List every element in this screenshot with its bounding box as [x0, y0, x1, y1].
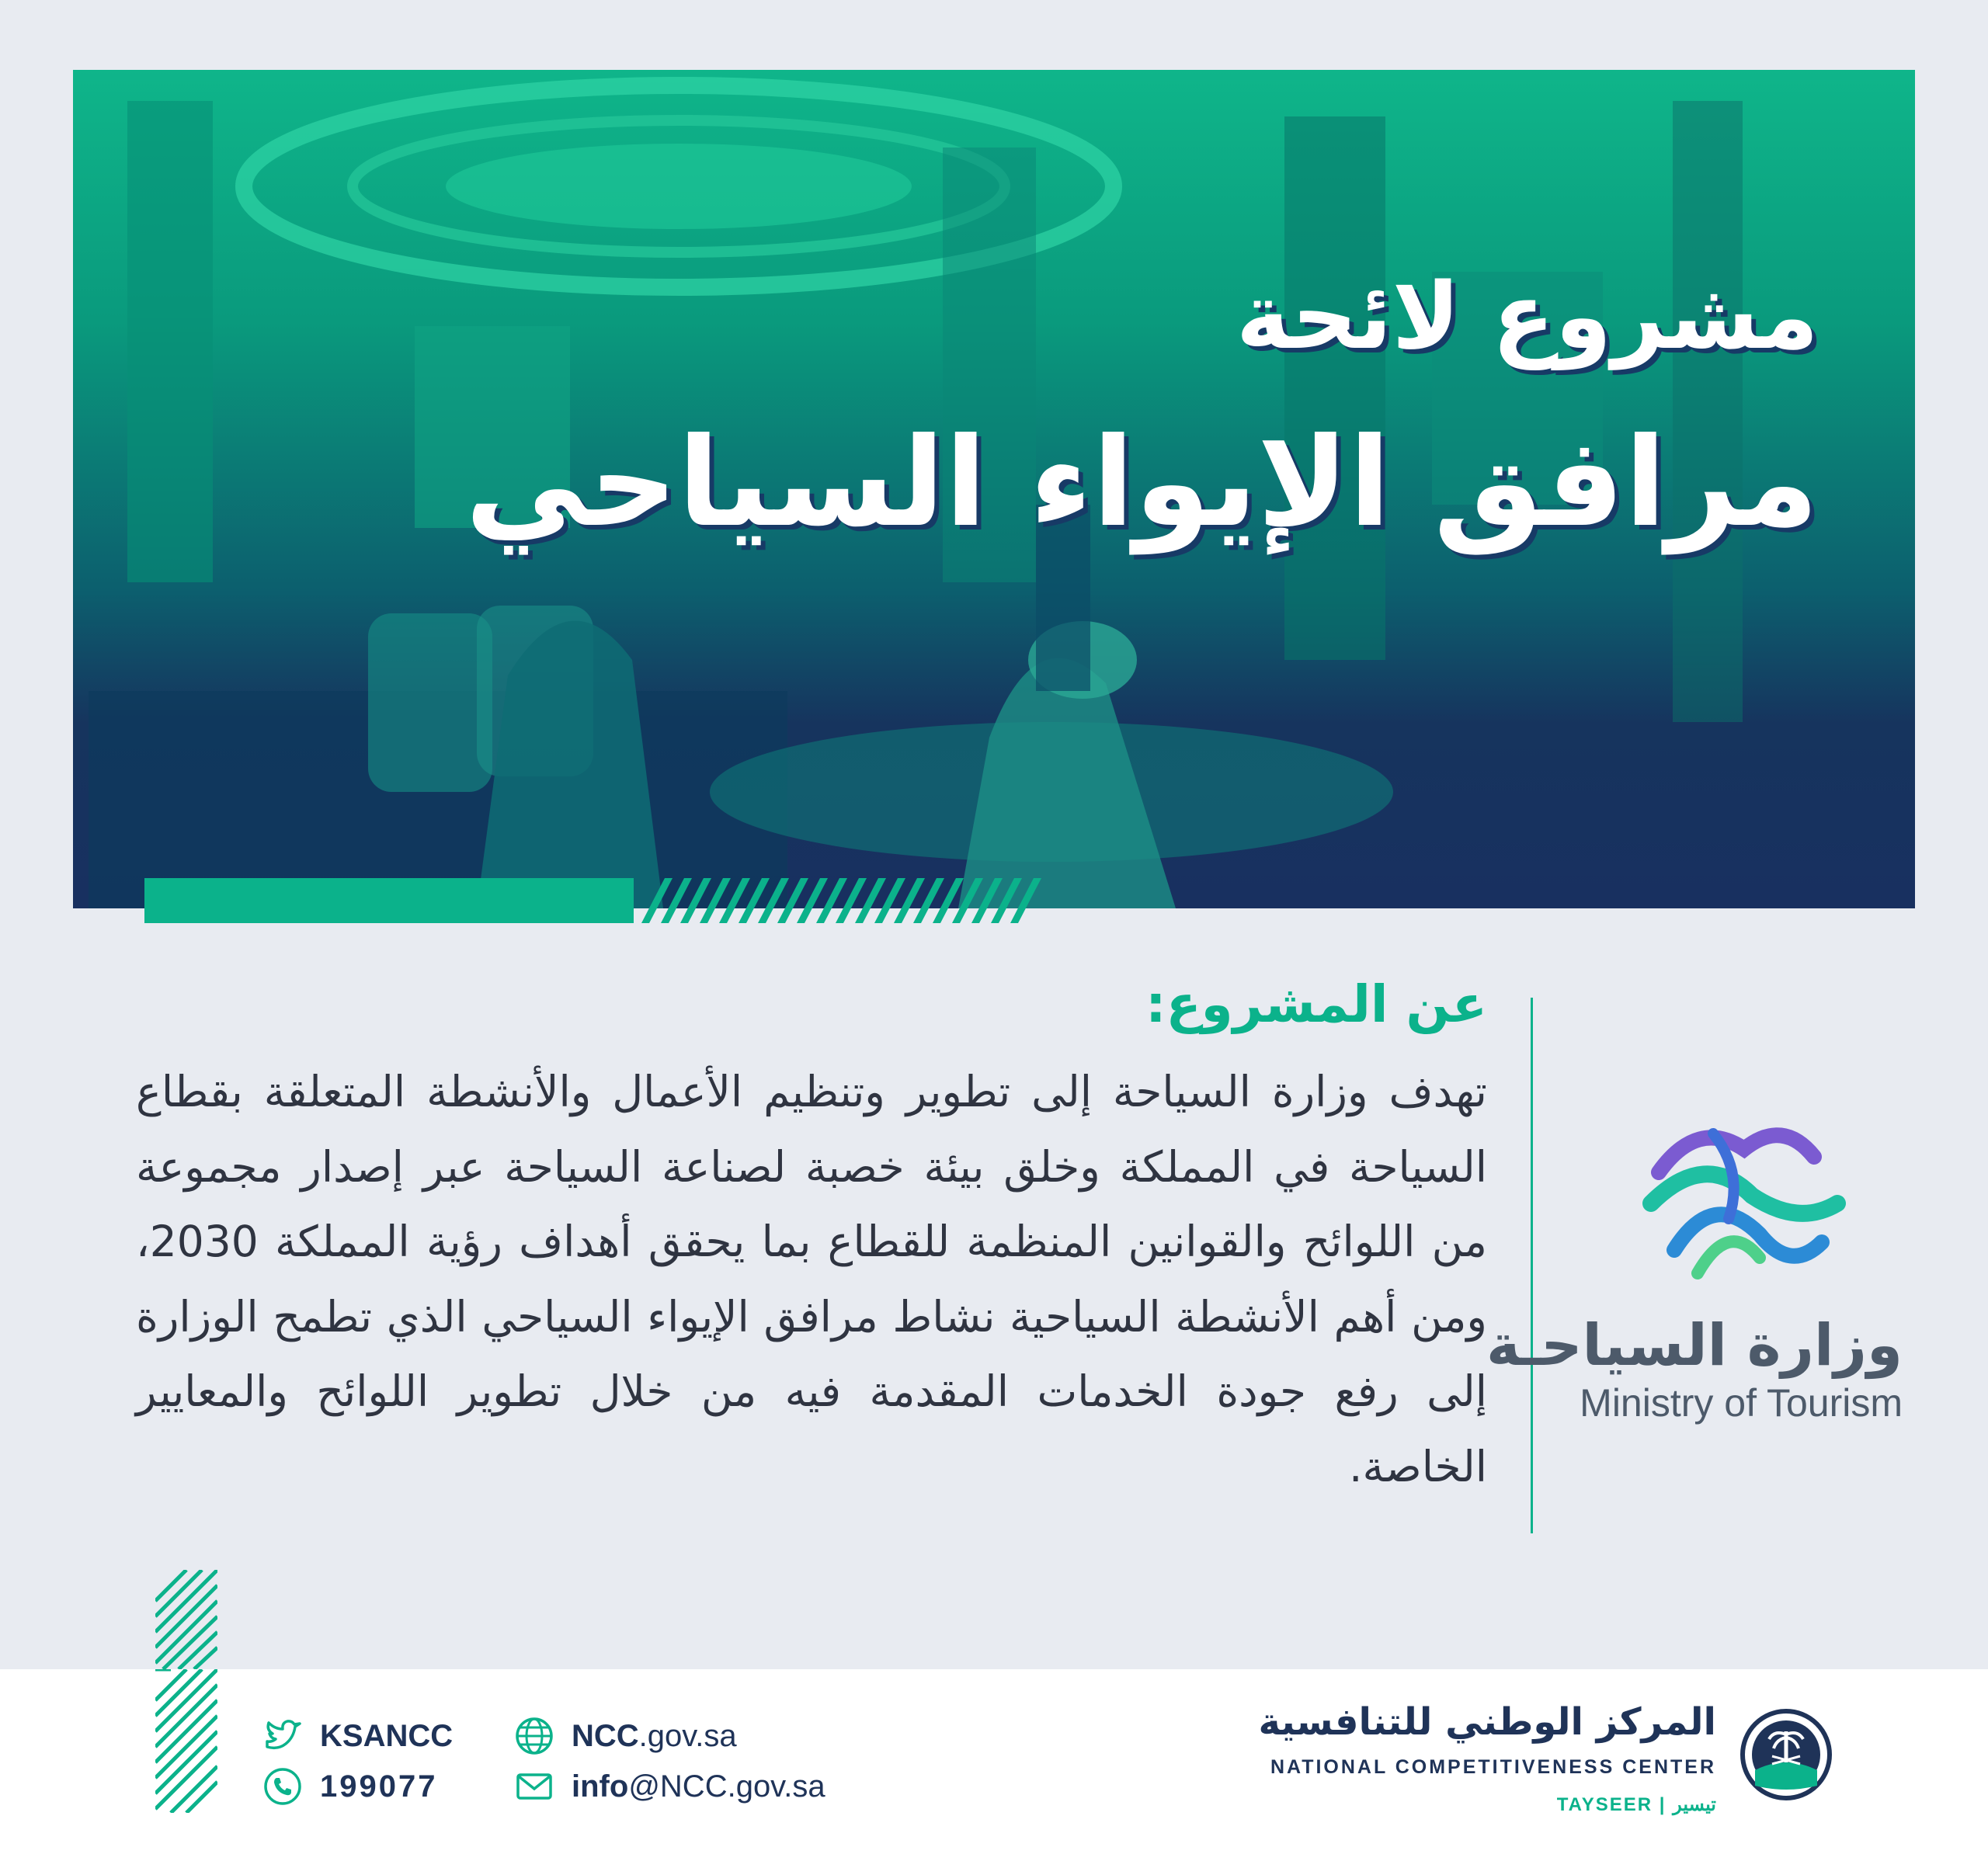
- website-rest: .gov.sa: [638, 1718, 737, 1753]
- ncc-tagline: TAYSEER | تيسير: [1556, 1794, 1716, 1815]
- ncc-emblem-icon: [1740, 1708, 1833, 1801]
- hero-title-line1: مشروع لائحة: [1236, 262, 1819, 370]
- hero-banner: [73, 70, 1915, 908]
- hero-title-line2: مرافق الإيواء السياحي: [464, 411, 1819, 554]
- accent-bar: [144, 878, 1053, 923]
- about-body: تهدف وزارة السياحة إلى تطوير وتنظيم الأعمال والأنشطة المتعلقة بقطاع السياحة في المملكة وخلق بيئة خصبة لصناعة السياحة عبر إصدار مجموعة من اللوائح والقوانين المنظمة للقطاع بما يحقق أهداف رؤية المملكة 2030، ومن أهم الأنشطة السياحية نشاط مرافق الإيواء السياحي الذي تطمح الوزارة إلى رفع جودة الخدمات المقدمة فيه من خلال تطوير اللوائح والمعايير الخاصة.: [136, 1067, 1487, 1491]
- ncc-name-english: NATIONAL COMPETITIVENESS CENTER: [1270, 1756, 1716, 1778]
- mail-icon: [514, 1766, 554, 1807]
- email-bold: info: [572, 1769, 629, 1804]
- about-heading: عن المشروع:: [1145, 974, 1487, 1034]
- footer: [0, 1669, 1988, 1861]
- twitter-contact[interactable]: [262, 1716, 453, 1756]
- vertical-divider: [1531, 998, 1533, 1533]
- ncc-name-arabic: المركز الوطني للتنافسية: [1258, 1700, 1716, 1744]
- ministry-of-tourism-logo: [1628, 1102, 1853, 1297]
- phone-contact[interactable]: [262, 1766, 437, 1807]
- stripes-decoration: [155, 1570, 217, 1669]
- ministry-name-arabic: وزارة السياحـة: [1486, 1312, 1903, 1379]
- ministry-name-english: Ministry of Tourism: [1580, 1381, 1903, 1425]
- stripes-decoration: [155, 1669, 217, 1813]
- phone-icon: [262, 1766, 303, 1807]
- website-link[interactable]: [514, 1716, 737, 1756]
- website-bold: NCC: [572, 1718, 639, 1753]
- twitter-icon: [262, 1716, 303, 1756]
- twitter-handle: KSANCC: [320, 1718, 454, 1753]
- email-link[interactable]: [514, 1766, 825, 1807]
- email-rest: @NCC.gov.sa: [628, 1769, 825, 1804]
- phone-number: 199077: [320, 1769, 438, 1804]
- globe-icon: [514, 1716, 554, 1756]
